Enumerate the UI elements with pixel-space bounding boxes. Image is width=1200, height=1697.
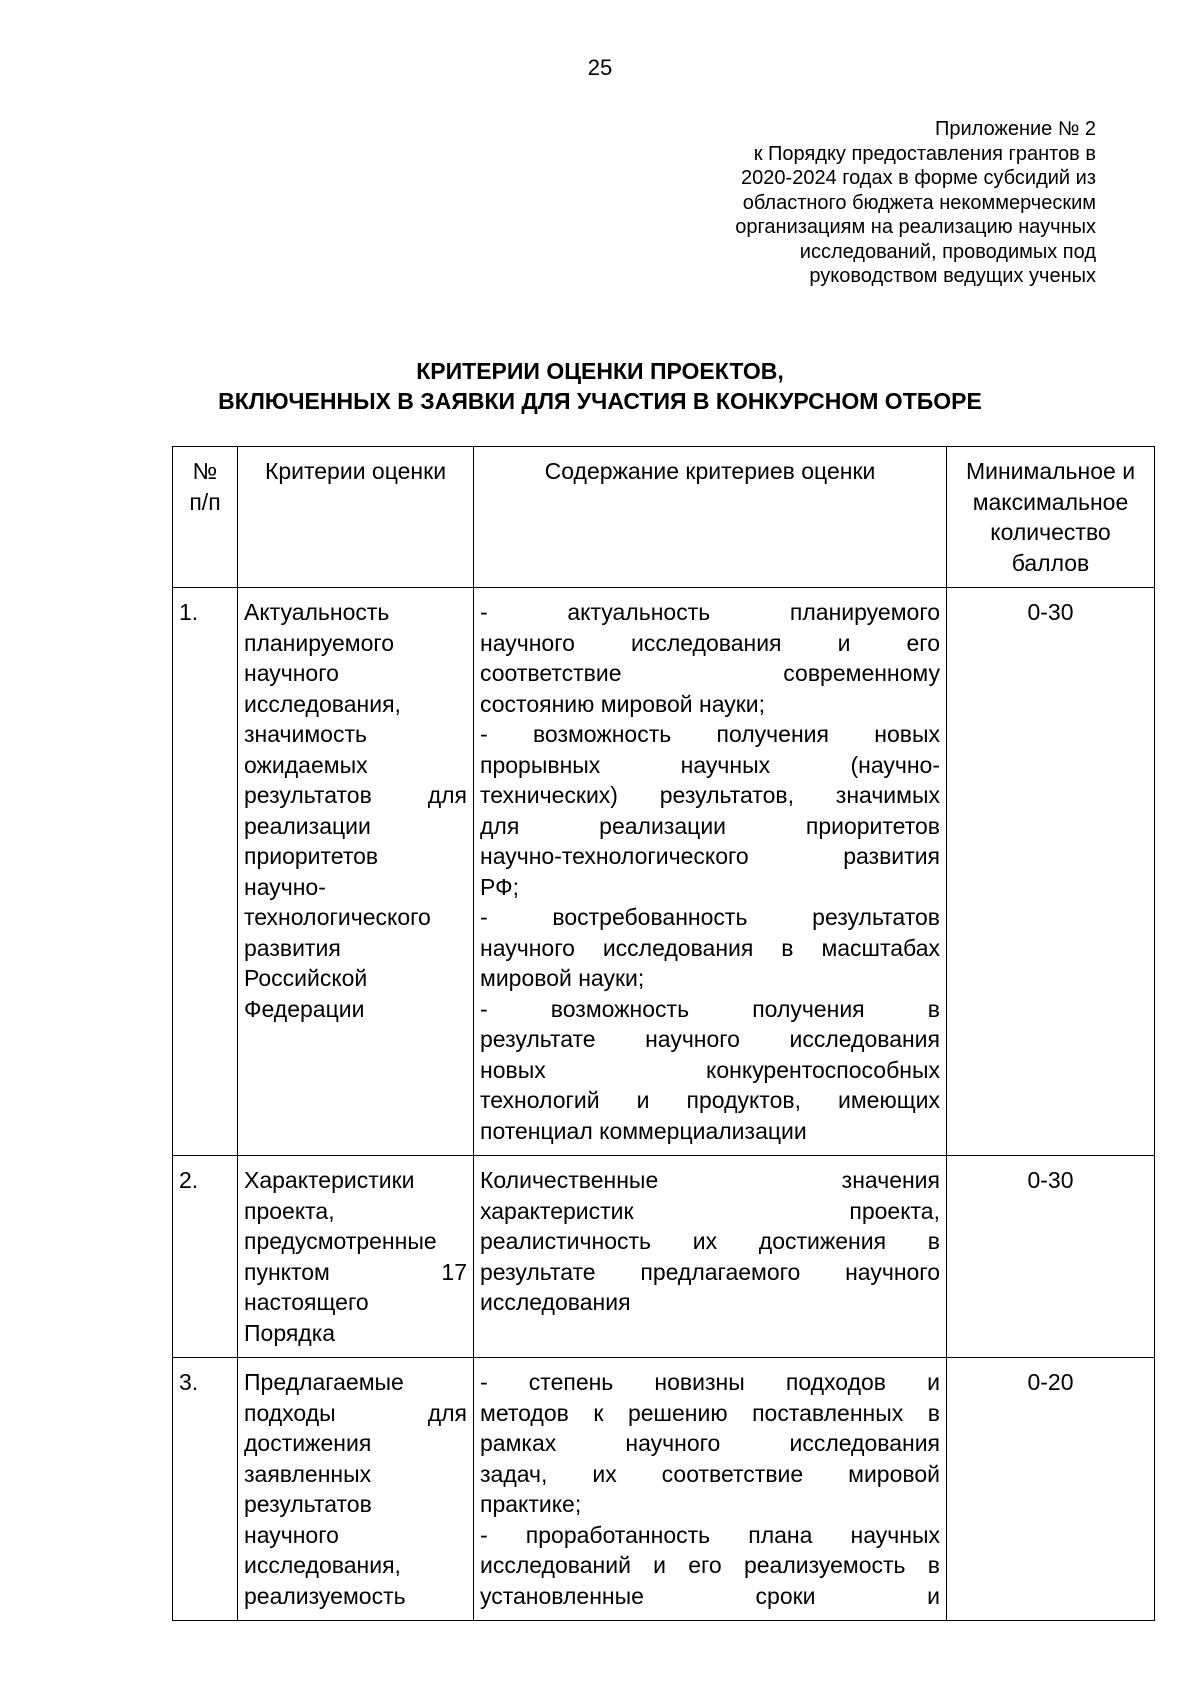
criteria-line: значимость bbox=[244, 721, 367, 747]
criteria-line: Характеристики bbox=[244, 1167, 415, 1193]
title-line-2: ВКЛЮЧЕННЫХ В ЗАЯВКИ ДЛЯ УЧАСТИЯ В КОНКУРСНОМ ОТБОРЕ bbox=[218, 388, 982, 414]
score-cell: 0-30 bbox=[947, 1156, 1155, 1358]
content-line: - проработанность плана научных bbox=[480, 1521, 940, 1548]
content-line: технологий и продуктов, имеющих bbox=[480, 1087, 940, 1113]
content-line: технических) результатов, значимых bbox=[480, 782, 940, 808]
criteria-table bbox=[172, 446, 1155, 1621]
content-line: РФ; bbox=[480, 873, 519, 900]
content-line: реалистичность их достижения в bbox=[480, 1228, 940, 1254]
content-line: научного исследования и его bbox=[480, 629, 940, 656]
row-number: 3. bbox=[173, 1358, 238, 1621]
content-line: характеристик проекта, bbox=[480, 1197, 940, 1224]
criteria-line: реализации bbox=[244, 812, 371, 839]
header-score-line: Минимальное и bbox=[965, 458, 1136, 484]
content-line: состоянию мировой науки; bbox=[480, 690, 766, 717]
criteria-cell bbox=[238, 1156, 474, 1358]
page-number: 25 bbox=[587, 55, 613, 80]
criteria-line: настоящего bbox=[244, 1289, 369, 1315]
header-score-line: максимальное bbox=[972, 488, 1129, 515]
table-header-row bbox=[173, 447, 1155, 588]
criteria-line: Российской bbox=[244, 965, 368, 991]
content-line: научно-технологического развития bbox=[480, 843, 940, 869]
content-line: мировой науки; bbox=[480, 965, 645, 991]
criteria-line: научного bbox=[244, 1521, 339, 1548]
appendix-line: 2020-2024 годах в форме субсидий из bbox=[741, 167, 1096, 189]
criteria-line: Порядка bbox=[244, 1319, 336, 1346]
content-line: методов к решению поставленных в bbox=[480, 1399, 940, 1426]
criteria-line: Федерации bbox=[244, 995, 365, 1022]
criteria-line: пунктом 17 bbox=[244, 1258, 467, 1285]
appendix-line: исследований, проводимых под bbox=[799, 240, 1096, 263]
header-num-line: № bbox=[192, 458, 218, 484]
content-line: результате научного исследования bbox=[480, 1026, 940, 1052]
title-line-1: КРИТЕРИИ ОЦЕНКИ ПРОЕКТОВ, bbox=[416, 358, 784, 384]
criteria-line: исследования, bbox=[244, 690, 401, 717]
content-line: - возможность получения новых bbox=[480, 721, 940, 747]
criteria-line: исследования, bbox=[244, 1552, 401, 1578]
header-num bbox=[173, 447, 238, 588]
content-line: потенциал коммерциализации bbox=[480, 1117, 807, 1144]
criteria-line: развития bbox=[244, 934, 341, 961]
content-line: исследования bbox=[480, 1289, 631, 1315]
criteria-line: научно- bbox=[244, 873, 326, 900]
criteria-line: Актуальность bbox=[244, 599, 390, 625]
table-row bbox=[173, 588, 1155, 1156]
content-line: - возможность получения в bbox=[480, 995, 940, 1022]
content-line: - актуальность планируемого bbox=[480, 599, 940, 625]
criteria-line: Предлагаемые bbox=[244, 1369, 404, 1395]
criteria-line: подходы для bbox=[244, 1399, 467, 1426]
criteria-line: заявленных bbox=[244, 1460, 372, 1487]
content-line: исследований и его реализуемость в bbox=[480, 1552, 940, 1578]
criteria-line: приоритетов bbox=[244, 843, 379, 869]
content-line: научного исследования в масштабах bbox=[480, 934, 940, 961]
criteria-cell bbox=[238, 1358, 474, 1621]
header-content: Содержание критериев оценки bbox=[474, 447, 947, 588]
header-criteria: Критерии оценки bbox=[238, 447, 474, 588]
appendix-line: Приложение № 2 bbox=[935, 118, 1096, 140]
table-row bbox=[173, 1156, 1155, 1358]
content-line: новых конкурентоспособных bbox=[480, 1056, 940, 1083]
content-line: результате предлагаемого научного bbox=[480, 1258, 940, 1285]
document-title bbox=[0, 356, 1200, 416]
header-score bbox=[947, 447, 1155, 588]
content-cell bbox=[474, 588, 947, 1156]
score-cell: 0-30 bbox=[947, 588, 1155, 1156]
table-row bbox=[173, 1358, 1155, 1621]
criteria-line: предусмотренные bbox=[244, 1228, 437, 1254]
appendix-line: руководством ведущих ученых bbox=[809, 265, 1096, 287]
content-line: практике; bbox=[480, 1491, 582, 1517]
criteria-line: результатов для bbox=[244, 782, 467, 808]
score-cell: 0-20 bbox=[947, 1358, 1155, 1621]
criteria-line: технологического bbox=[244, 904, 431, 930]
row-number: 2. bbox=[173, 1156, 238, 1358]
criteria-line: планируемого bbox=[244, 629, 395, 656]
content-line: рамках научного исследования bbox=[480, 1430, 940, 1456]
criteria-line: ожидаемых bbox=[244, 751, 368, 778]
content-line: задач, их соответствие мировой bbox=[480, 1460, 940, 1487]
header-num-line: п/п bbox=[189, 488, 221, 515]
content-line: Количественные значения bbox=[480, 1167, 940, 1193]
content-line: - степень новизны подходов и bbox=[480, 1369, 940, 1395]
criteria-line: научного bbox=[244, 660, 339, 686]
content-line: для реализации приоритетов bbox=[480, 812, 940, 839]
table-body bbox=[173, 588, 1155, 1621]
content-line: соответствие современному bbox=[480, 660, 940, 686]
content-line: установленные сроки и bbox=[480, 1582, 940, 1609]
criteria-line: реализуемость bbox=[244, 1582, 406, 1609]
content-line: - востребованность результатов bbox=[480, 904, 940, 930]
header-score-line: баллов bbox=[1011, 549, 1090, 576]
content-cell bbox=[474, 1156, 947, 1358]
criteria-line: достижения bbox=[244, 1430, 372, 1456]
criteria-line: результатов bbox=[244, 1491, 372, 1517]
appendix-line: организациям на реализацию научных bbox=[735, 216, 1096, 238]
header-score-line: количество bbox=[990, 519, 1111, 545]
criteria-line: проекта, bbox=[244, 1197, 335, 1224]
criteria-cell bbox=[238, 588, 474, 1156]
content-cell bbox=[474, 1358, 947, 1621]
row-number: 1. bbox=[173, 588, 238, 1156]
appendix-line: областного бюджета некоммерческим bbox=[742, 191, 1096, 214]
content-line: прорывных научных (научно- bbox=[480, 751, 940, 778]
appendix-note bbox=[536, 117, 1096, 289]
appendix-line: к Порядку предоставления грантов в bbox=[753, 142, 1096, 165]
